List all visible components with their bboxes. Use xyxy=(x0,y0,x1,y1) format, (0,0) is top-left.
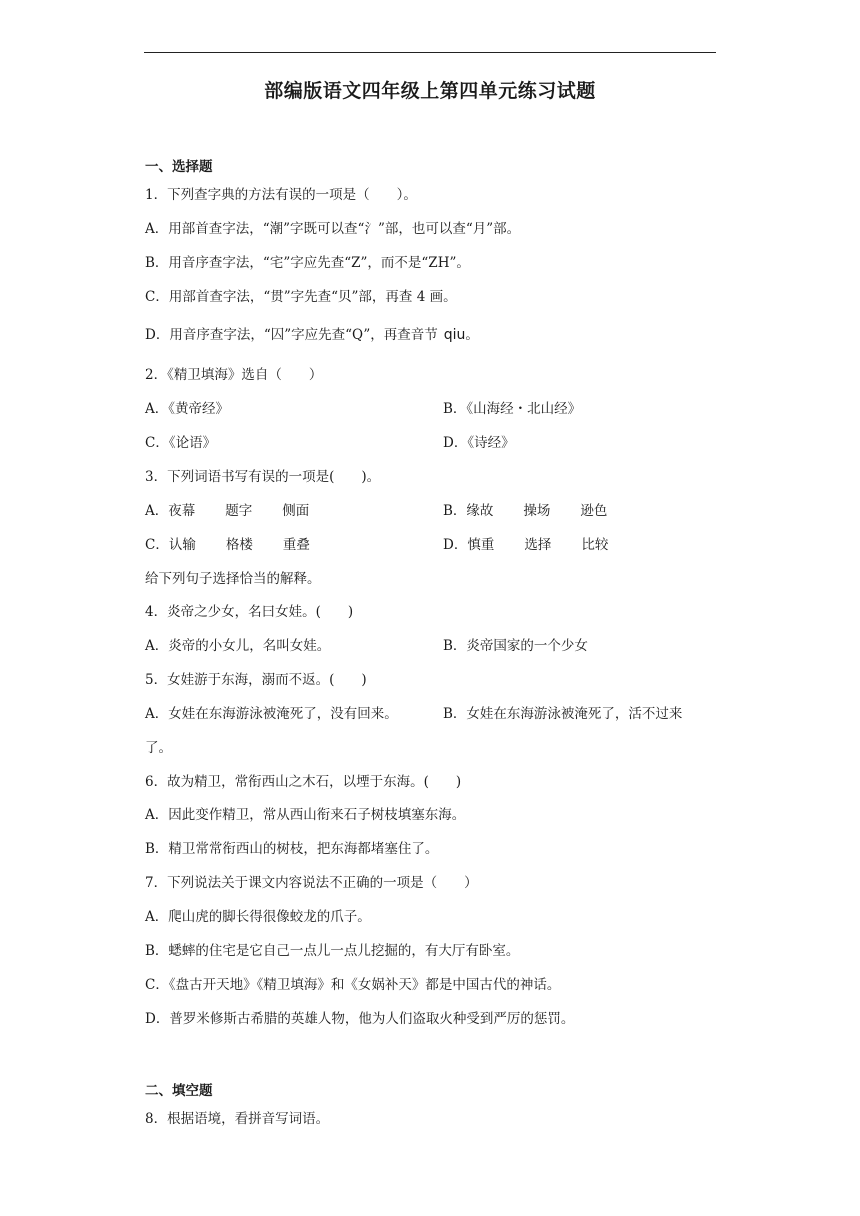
question-5-option-a: A．女娃在东海游泳被淹死了，没有回来。 xyxy=(145,706,398,722)
header-rule xyxy=(144,52,716,53)
question-4-stem: 4．炎帝之少女，名曰女娃。( ) xyxy=(145,604,354,620)
question-4-option-a: A．炎帝的小女儿，名叫女娃。 xyxy=(145,638,331,654)
question-1-option-a: A．用部首查字法，“潮”字既可以查“氵”部，也可以查“月”部。 xyxy=(145,221,521,237)
question-3-option-d xyxy=(443,536,608,554)
question-3-stem: 3．下列词语书写有误的一项是( )。 xyxy=(145,469,381,485)
word: 缘故 xyxy=(466,503,494,519)
word: 比较 xyxy=(581,537,609,553)
word: 侧面 xyxy=(282,503,310,519)
question-6-stem: 6．故为精卫，常衔西山之木石，以堙于东海。( ) xyxy=(145,774,462,790)
word: 认输 xyxy=(168,537,196,553)
question-7-option-b: B．蟋蟀的住宅是它自己一点儿一点儿挖掘的，有大厅有卧室。 xyxy=(145,943,520,959)
word: 夜幕 xyxy=(168,503,196,519)
question-7-option-d: D．普罗米修斯古希腊的英雄人物，他为人们盗取火种受到严厉的惩罚。 xyxy=(145,1011,575,1027)
word: 格楼 xyxy=(225,537,253,553)
document-title: 部编版语文四年级上第四单元练习试题 xyxy=(264,80,596,102)
option-label: C． xyxy=(145,537,169,553)
question-1-option-d-text: D．用音序查字法，“囚”字应先查“Q”，再查音节 xyxy=(145,327,438,343)
option-label: A． xyxy=(145,503,169,519)
word: 重叠 xyxy=(282,537,310,553)
question-5-stem: 5．女娃游于东海，溺而不返。( ) xyxy=(145,672,367,688)
question-3-option-b xyxy=(443,502,607,520)
question-3-option-c xyxy=(145,536,310,554)
instruction-text: 给下列句子选择恰当的解释。 xyxy=(145,571,321,587)
question-2-option-b: B．《山海经・北山经》 xyxy=(443,401,582,417)
question-6-option-b: B．精卫常常衔西山的树枝，把东海都堵塞住了。 xyxy=(145,841,439,857)
question-7-stem: 7．下列说法关于课文内容说法不正确的一项是（ ） xyxy=(145,875,478,891)
word: 操场 xyxy=(523,503,551,519)
question-5-option-b-wrap: 了。 xyxy=(145,740,172,756)
question-1-stem: 1．下列查字典的方法有误的一项是（ ）。 xyxy=(145,187,417,203)
option-label: D． xyxy=(443,537,468,553)
question-8-stem: 8．根据语境，看拼音写词语。 xyxy=(145,1111,330,1127)
word: 慎重 xyxy=(467,537,495,553)
question-2-option-d: D．《诗经》 xyxy=(443,435,515,451)
question-3-option-a xyxy=(145,502,309,520)
question-7-option-c: C．《盘古开天地》《精卫填海》和《女娲补天》都是中国古代的神话。 xyxy=(145,977,561,993)
question-2-option-c: C．《论语》 xyxy=(145,435,217,451)
section-heading-fill-blank: 二、填空题 xyxy=(145,1083,213,1099)
question-2-stem: 2．《精卫填海》选自（ ） xyxy=(145,367,323,383)
question-1-option-d-pinyin: qiu xyxy=(443,327,466,343)
word: 选择 xyxy=(524,537,552,553)
question-1-option-d-end: 。 xyxy=(465,327,479,343)
question-5-option-b: B．女娃在东海游泳被淹死了，活不过来 xyxy=(443,706,683,722)
question-7-option-a: A．爬山虎的脚长得很像蛟龙的爪子。 xyxy=(145,909,371,925)
word: 题字 xyxy=(225,503,253,519)
section-heading-choice: 一、选择题 xyxy=(145,159,213,175)
question-6-option-a: A．因此变作精卫，常从西山衔来石子树枝填塞东海。 xyxy=(145,807,466,823)
option-label: B． xyxy=(443,503,467,519)
word: 逊色 xyxy=(580,503,608,519)
question-1-option-b: B．用音序查字法，“宅”字应先查“Z”，而不是“ZH”。 xyxy=(145,255,470,271)
question-4-option-b: B．炎帝国家的一个少女 xyxy=(443,638,588,654)
question-2-option-a: A．《黄帝经》 xyxy=(145,401,229,417)
question-1-option-c: C．用部首查字法，“贯”字先查“贝”部，再查 4 画。 xyxy=(145,289,457,305)
question-1-option-d xyxy=(145,326,479,344)
